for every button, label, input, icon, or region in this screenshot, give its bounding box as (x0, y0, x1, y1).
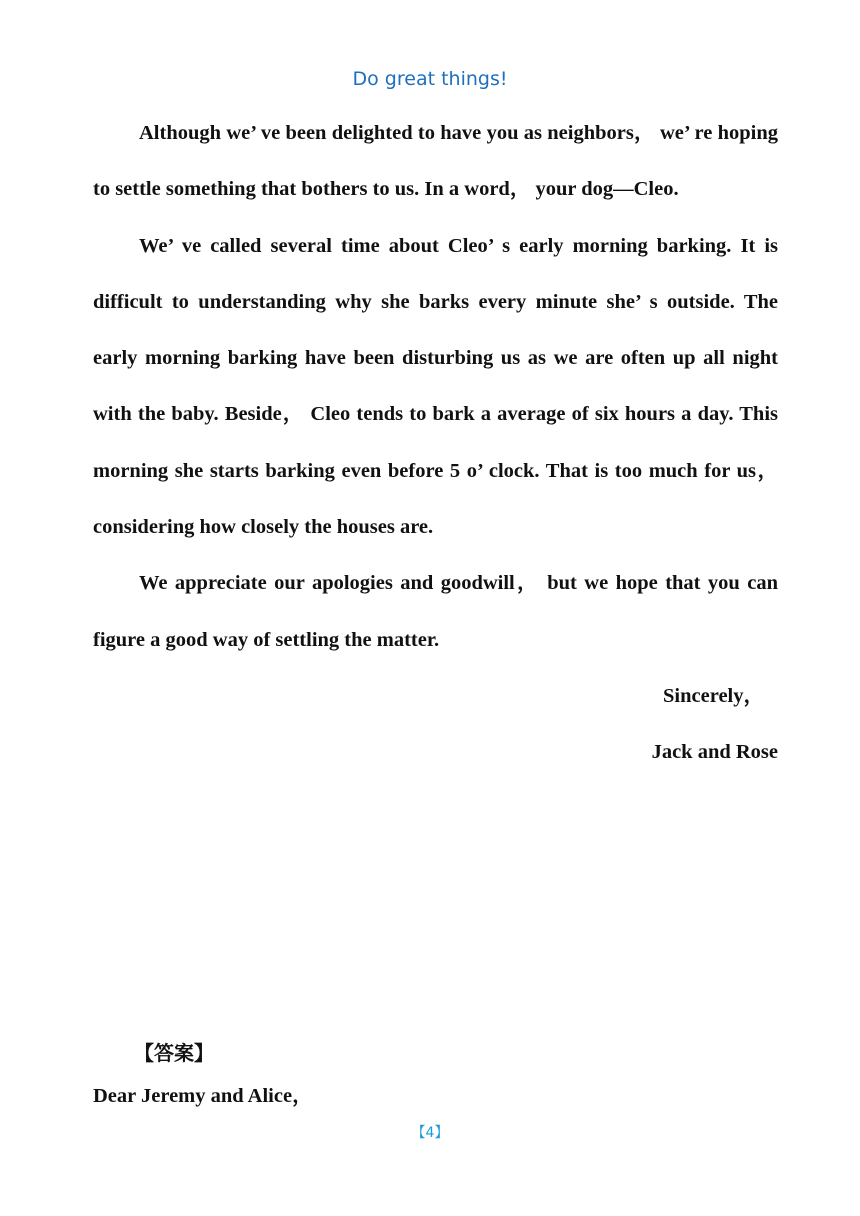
letter-signature: Jack and Rose (651, 741, 778, 764)
page-number: 【4】 (411, 1125, 449, 1141)
answer-salutation: Dear Jeremy and Alice， (93, 1085, 313, 1107)
page-header-tagline: Do great things! (352, 68, 508, 90)
letter-paragraph-2: We’ ve called several time about Cleo’ s early morning barking. It is difficult to understanding why she barks every minute she’ s outside. The early morning barking have been disturbing us as we are often up all night with the baby. Beside， Cleo tends to bark a average of six hours a day. This morning she starts barking even before 5 o’ clock. That is too much for us， considering how closely the houses are. (93, 234, 778, 539)
letter-body (93, 105, 778, 781)
answer-heading: 【答案】 (134, 1041, 214, 1065)
letter-closing: Sincerely， (663, 684, 764, 707)
letter-paragraph-1: Although we’ ve been delighted to have you as neighbors， we’ re hoping to settle something that bothers to us. In a word， your dog—Cleo. (93, 122, 778, 201)
letter-paragraph-3: We appreciate our apologies and goodwill， but we hope that you can figure a good way of settling the matter. (93, 572, 778, 651)
